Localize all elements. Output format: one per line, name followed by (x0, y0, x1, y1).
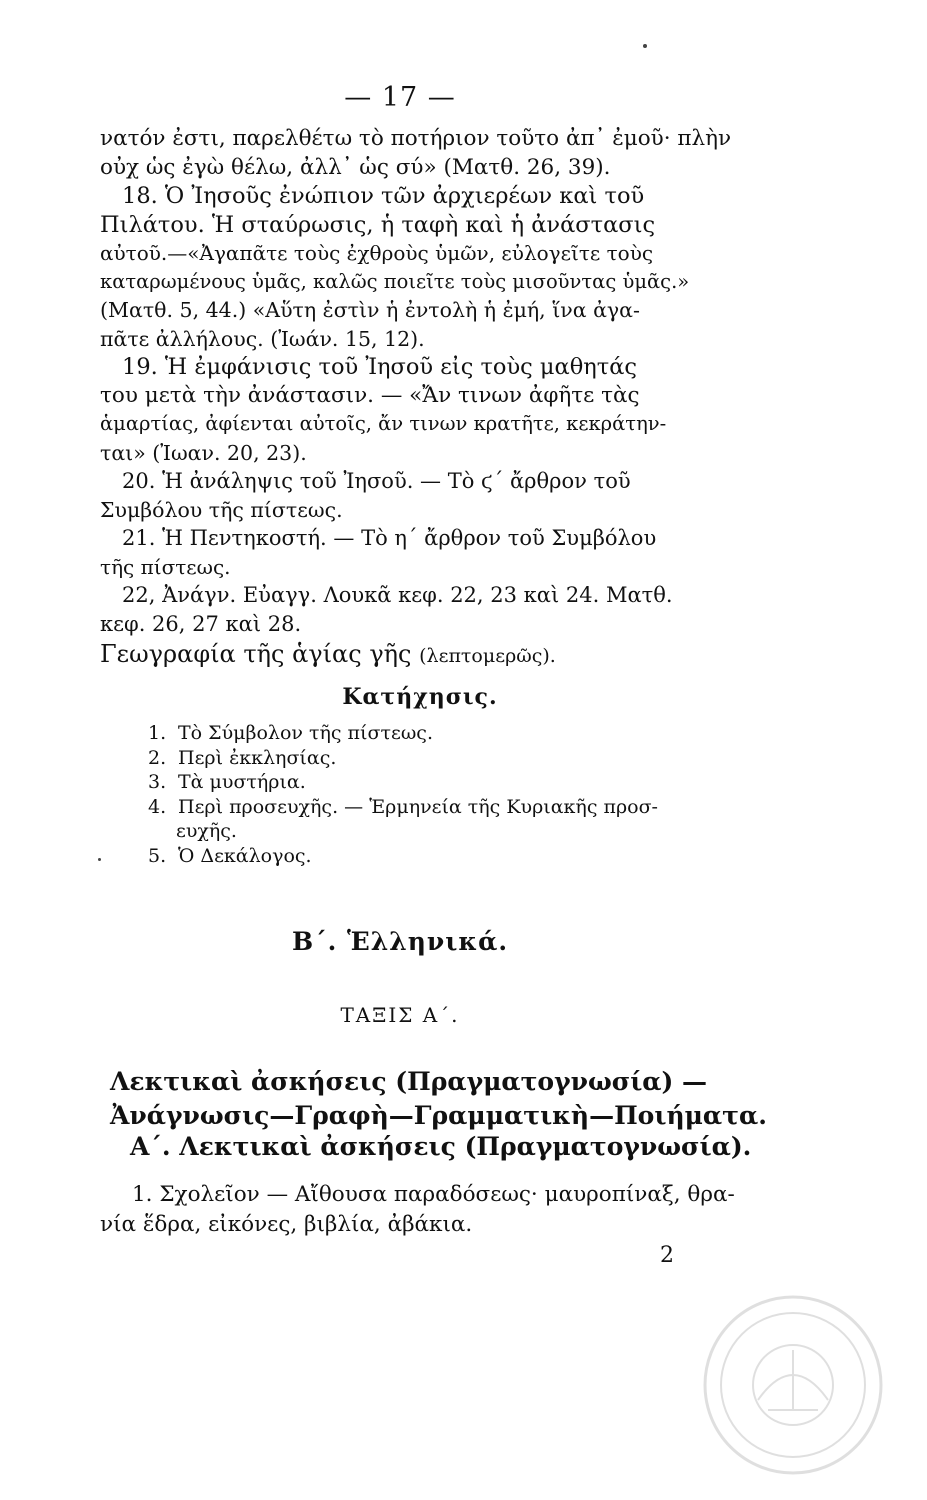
list-item-number: 4. (148, 795, 167, 818)
text-line: 21. Ἡ Πεντηκοστή. — Τὸ η´ ἄρθρον τοῦ Συμβόλου (122, 526, 657, 550)
list-item-number: 1. (148, 722, 167, 744)
text-line: 18. Ὁ Ἰησοῦς ἐνώπιον τῶν ἀρχιερέων καὶ τοῦ (122, 183, 645, 209)
print-speck (643, 44, 647, 48)
exercise-item (100, 1180, 740, 1240)
text-line: ἁμαρτίας, ἀφίενται αὐτοῖς, ἄν τινων κρατῆτε, κεκράτην- (100, 412, 667, 435)
list-item-text: Τὰ μυστήρια. (178, 771, 306, 793)
text-line: πᾶτε ἀλλήλους. (Ἰωάν. 15, 12). (100, 326, 425, 351)
heading-line: Λεκτικαὶ ἀσκήσεις (Πραγματογνωσία) — (110, 1067, 708, 1096)
geography-line (100, 640, 740, 669)
text-line: του μετὰ τὴν ἀνάστασιν. — «Ἄν τινων ἀφῆτε τὰς (100, 382, 640, 408)
lesson-heading (110, 1065, 767, 1133)
text-line: 19. Ἡ ἐμφάνισις τοῦ Ἰησοῦ εἰς τοὺς μαθητάς (122, 354, 637, 380)
catechesis-title: Κατήχησις. (342, 683, 498, 710)
page-number: — 17 — (344, 82, 456, 113)
list-item-number: 5. (148, 844, 167, 867)
text-line: νατόν ἐστι, παρελθέτω τὸ ποτήριον τοῦτο ἀπ᾽ ἐμοῦ· πλὴν (100, 126, 732, 151)
text-line: κεφ. 26, 27 καὶ 28. (100, 611, 302, 636)
section-title: Β´. Ἑλληνικά. (291, 927, 509, 956)
text-line: καταρωμένους ὑμᾶς, καλῶς ποιεῖτε τοὺς μισοῦντας ὑμᾶς.» (100, 269, 690, 293)
text-line: 20. Ἡ ἀνάληψις τοῦ Ἰησοῦ. — Τὸ ϛ´ ἄρθρον τοῦ (122, 469, 631, 493)
list-item (148, 844, 740, 869)
text-line: τῆς πίστεως. (100, 554, 231, 579)
signature-mark: 2 (660, 1243, 674, 1268)
list-item (148, 770, 740, 795)
list-item-continuation: ευχῆς. (176, 820, 237, 842)
list-item-text: Περὶ προσευχῆς. — Ἑρμηνεία τῆς Κυριακῆς προσ- (178, 795, 658, 818)
geography-note: (λεπτομερῶς). (419, 645, 556, 667)
list-item (148, 746, 740, 771)
class-title: ΤΑΞΙΣ Α´. (340, 1003, 460, 1027)
text-line: 22, Ἀνάγν. Εὐαγγ. Λουκᾶ κεφ. 22, 23 καὶ 24. Ματθ. (122, 583, 673, 607)
list-item (148, 721, 740, 746)
text-line: ται» (Ἰωαν. 20, 23). (100, 440, 307, 465)
catechesis-list (148, 721, 740, 868)
list-item-number: 2. (148, 746, 167, 769)
text-line: Συμβόλου τῆς πίστεως. (100, 497, 343, 522)
heading-line: Ἀνάγνωσις—Γραφὴ—Γραμματικὴ—Ποιήματα. (110, 1101, 767, 1130)
text-line: οὐχ ὡς ἐγὼ θέλω, ἀλλ᾽ ὡς σύ» (Ματθ. 26, 39). (100, 154, 611, 180)
text-line: 1. Σχολεῖον — Αἴθουσα παραδόσεως· μαυροπίναξ, θρα- (132, 1182, 735, 1207)
geography-title: Γεωγραφία τῆς ἁγίας γῆς (100, 640, 412, 668)
text-line: νία ἕδρα, εἰκόνες, βιβλία, ἀβάκια. (100, 1212, 473, 1237)
list-item-text: Τὸ Σύμβολον τῆς πίστεως. (178, 722, 433, 744)
list-item-number: 3. (148, 771, 167, 793)
text-line: (Ματθ. 5, 44.) «Αὕτη ἐστὶν ἡ ἐντολὴ ἡ ἐμή, ἵνα ἀγα- (100, 298, 640, 322)
library-seal-icon (698, 1290, 888, 1480)
subheading: Α´. Λεκτικαὶ ἀσκήσεις (Πραγματογνωσία). (130, 1132, 752, 1161)
list-item-text: Ὁ Δεκάλογος. (178, 844, 312, 867)
text-line: αὐτοῦ.—«Ἀγαπᾶτε τοὺς ἐχθροὺς ὑμῶν, εὐλογεῖτε τοὺς (100, 241, 654, 265)
list-item (148, 795, 740, 820)
text-line: Πιλάτου. Ἡ σταύρωσις, ἡ ταφὴ καὶ ἡ ἀνάστασις (100, 211, 656, 238)
main-text (100, 125, 740, 868)
list-item-text: Περὶ ἐκκλησίας. (178, 746, 337, 769)
